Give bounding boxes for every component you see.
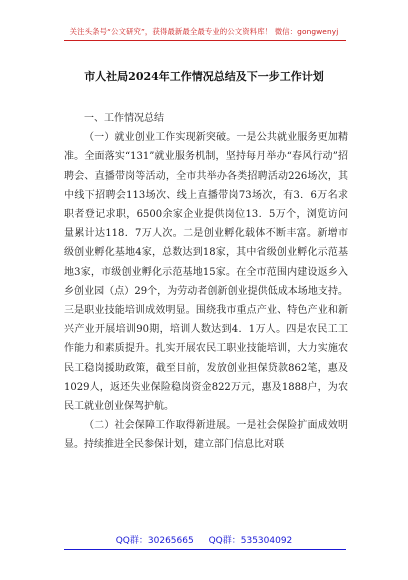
header-divider — [64, 40, 346, 41]
section-heading: 一、工作情况总结 — [84, 113, 164, 124]
promo-banner: 关注头条号“公文研究”，获得最新最全最专业的公文资料库！ 微信：gongwenyj — [69, 27, 339, 36]
document-title: 市人社局2024年工作情况总结及下一步工作计划 — [84, 70, 324, 83]
document-body — [64, 109, 348, 455]
footer-divider — [64, 549, 346, 550]
footer-qq-group-1: QQ群：30265665 — [115, 536, 194, 546]
footer-contacts — [0, 533, 408, 546]
paragraph: （一）就业创业工作实现新突破。一是公共就业服务更加精准。全面落实“131”就业服务机制，坚持每月举办“春风行动”招聘会、直播带岗等活动，全市共举办各类招聘活动226场次，其中线下招聘会113场次、线上直播带岗73场次，有3．6万名求职者登记求职，6500余家企业提供岗位13．5万个，浏览访问量累计达118．7万人次。二是创业孵化载体不断丰富。新增市级创业孵化基地4家，总数达到18家，其中省级创业孵化示范基地3家，市级创业孵化示范基地15家。在全市范围内建设返乡入乡创业园（点）29个，为劳动者创新创业提供低成本场地支持。三是职业技能培训成效明显。围绕我市重点产业、特色产业和新兴产业开展培训90期，培训人数达到4．1万人。四是农民工工作能力和素质提升。扎实开展农民工职业技能培训，大力实施农民工稳岗援助政策，截至目前，发放创业担保贷款862笔，惠及1029人，返还失业保险稳岗资金822万元，惠及1888户，为农民工就业创业保驾护航。 — [64, 132, 348, 413]
paragraph: （二）社会保障工作取得新进展。一是社会保险扩面成效明显。持续推进全民参保计划，建立部门信息比对联 — [64, 420, 348, 451]
footer-qq-group-2: QQ群：535304092 — [208, 536, 293, 546]
